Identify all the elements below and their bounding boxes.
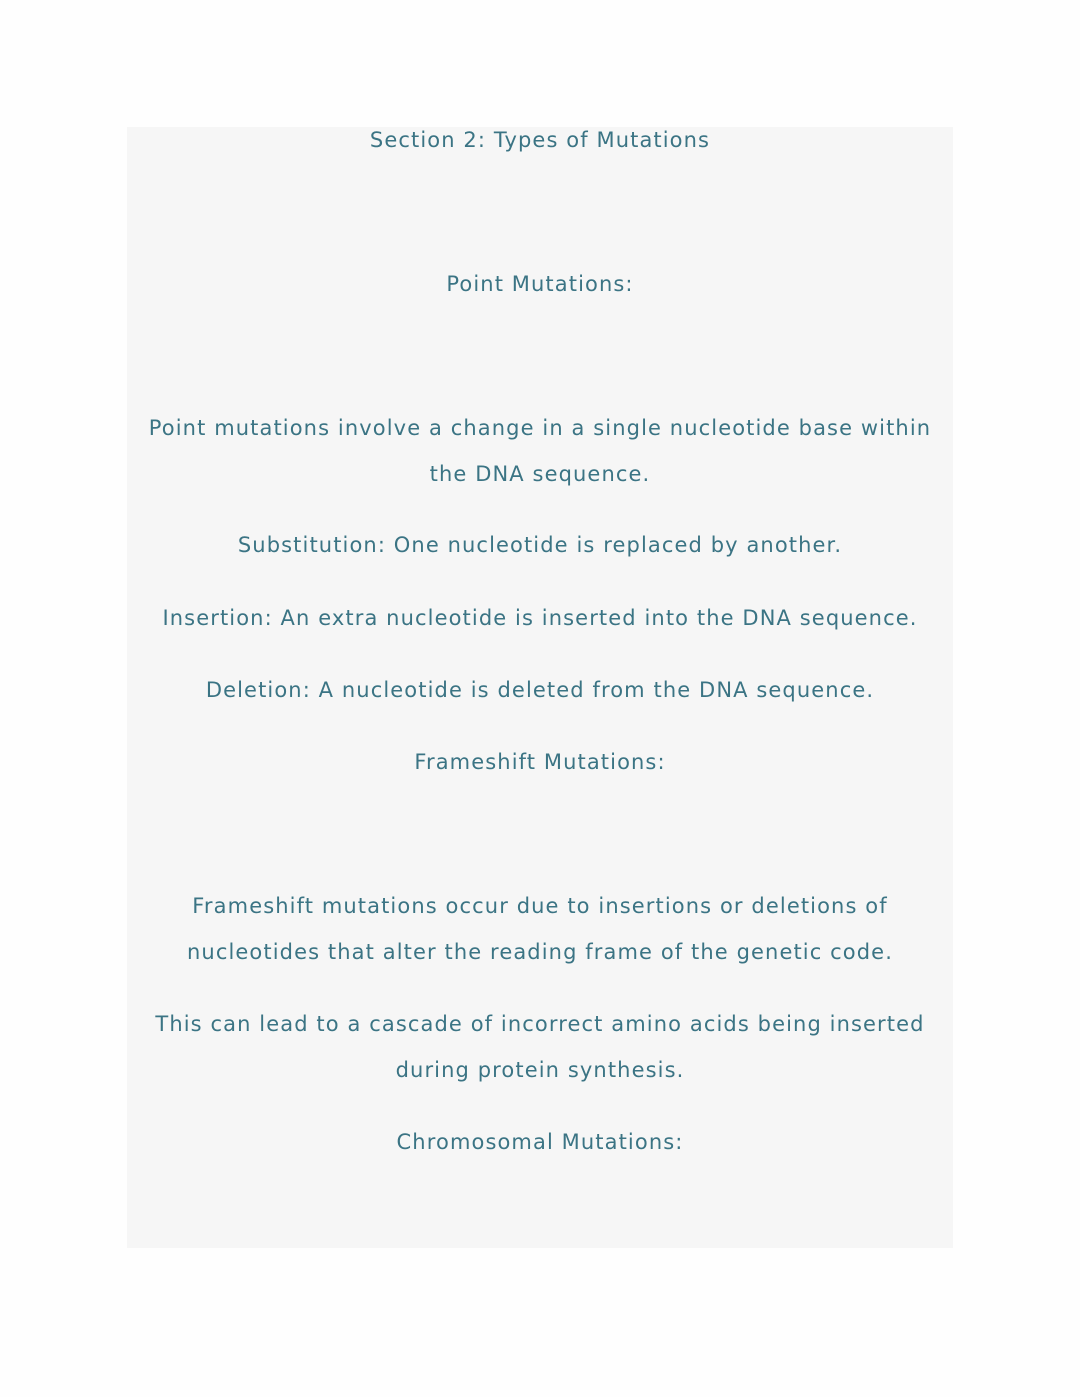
frameshift-description-line-1: Frameshift mutations occur due to insertions or deletions of bbox=[192, 894, 888, 918]
document-page bbox=[127, 127, 953, 1248]
cascade-text-line-1: This can lead to a cascade of incorrect amino acids being inserted bbox=[155, 1012, 925, 1036]
cascade-text-line-2: during protein synthesis. bbox=[395, 1058, 685, 1082]
deletion-text: Deletion: A nucleotide is deleted from the DNA sequence. bbox=[205, 678, 875, 702]
chromosomal-mutations-heading: Chromosomal Mutations: bbox=[396, 1130, 684, 1154]
point-mutations-description-line-2: the DNA sequence. bbox=[429, 462, 651, 486]
insertion-text: Insertion: An extra nucleotide is inserted into the DNA sequence. bbox=[162, 606, 918, 630]
substitution-text: Substitution: One nucleotide is replaced by another. bbox=[237, 533, 843, 557]
point-mutations-description-line-1: Point mutations involve a change in a single nucleotide base within bbox=[148, 416, 932, 440]
frameshift-mutations-heading: Frameshift Mutations: bbox=[414, 750, 666, 774]
point-mutations-heading: Point Mutations: bbox=[446, 272, 634, 296]
section-title: Section 2: Types of Mutations bbox=[369, 128, 711, 152]
frameshift-description-line-2: nucleotides that alter the reading frame of the genetic code. bbox=[187, 940, 893, 964]
